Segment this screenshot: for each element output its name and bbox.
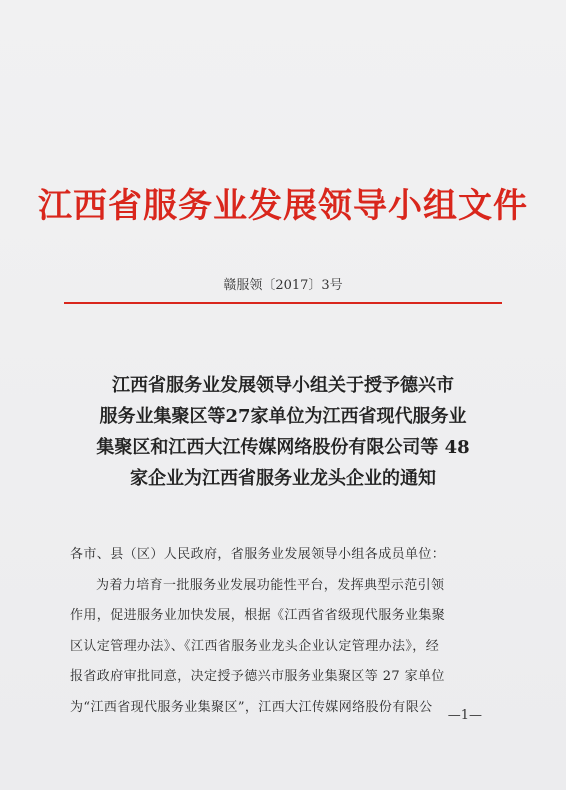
notice-title-line: 服务业集聚区等27家单位为江西省现代服务业 [99, 406, 467, 427]
notice-title-line: 家企业为江西省服务业龙头企业的通知 [130, 468, 436, 489]
notice-title-line: 江西省服务业发展领导小组关于授予德兴市 [112, 375, 454, 396]
body-line: 作用，促进服务业加快发展，根据《江西省省级现代服务业集聚 [70, 608, 446, 623]
document-masthead: 江西省服务业发展领导小组文件 [38, 186, 528, 226]
document-number: 赣服领〔2017〕3号 [223, 278, 343, 293]
page-number: —1— [447, 708, 482, 723]
notice-body [70, 540, 500, 723]
notice-title [70, 370, 496, 494]
body-line: 报省政府审批同意，决定授予德兴市服务业集聚区等 27 家单位 [70, 669, 445, 684]
body-line: 区认定管理办法》、《江西省服务业龙头企业认定管理办法》，经 [70, 638, 440, 654]
red-divider-rule [64, 302, 502, 304]
notice-title-line: 集聚区和江西大江传媒网络股份有限公司等 48 [96, 437, 470, 458]
salutation: 各市、县（区）人民政府，省服务业发展领导小组各成员单位： [70, 547, 446, 562]
body-line: 为“江西省现代服务业集聚区”，江西大江传媒网络股份有限公 [70, 699, 433, 715]
body-line: 为着力培育一批服务业发展功能性平台，发挥典型示范引领 [96, 577, 445, 593]
